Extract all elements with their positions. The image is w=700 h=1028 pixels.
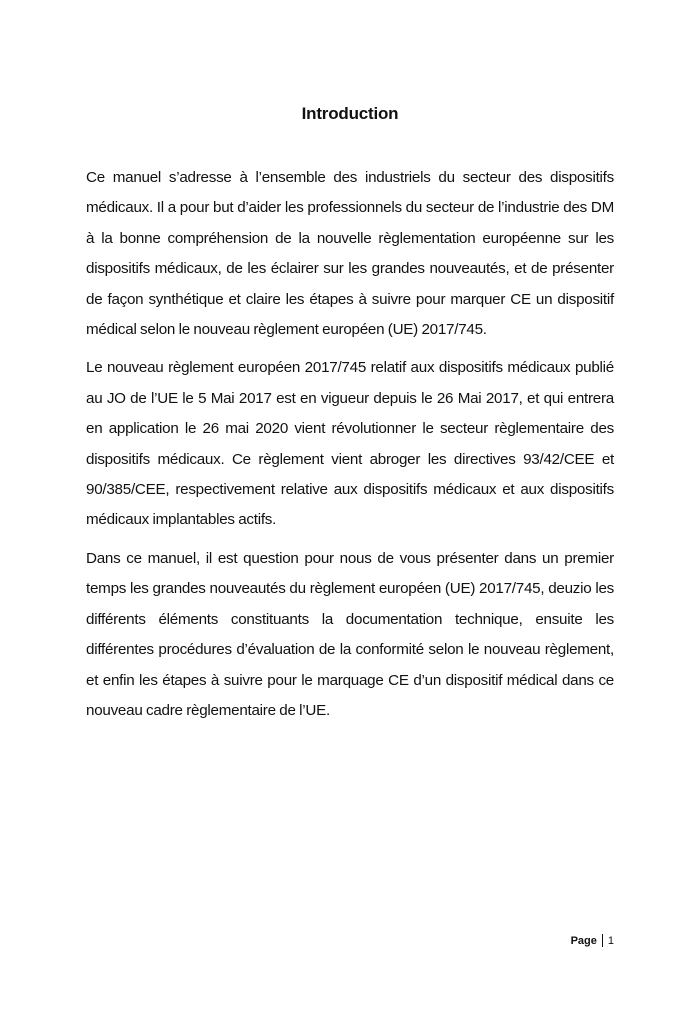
page-number: 1 xyxy=(607,934,614,947)
footer-divider xyxy=(602,934,603,947)
paragraph-3: Dans ce manuel, il est question pour nous de vous présenter dans un premier temps les grandes nouveautés du règlement européen (UE) 2017/745, deuzio les différents éléments constituants la documentation technique, ensuite les différentes procédures d’évaluation de la conformité selon le nouveau règlement, et enfin les étapes à suivre pour le marquage CE d’un dispositif médical dans ce nouveau cadre règlementaire de l’UE. xyxy=(86,549,614,719)
page-label: Page xyxy=(570,934,597,947)
paragraph-1: Ce manuel s’adresse à l’ensemble des industriels du secteur des dispositifs médicaux. Il a pour but d’aider les professionnels du secteur de l’industrie des DM à la bonne compréhension de la nouvelle règlementation européenne sur les dispositifs médicaux, de les éclairer sur les grandes nouveautés, et de présenter de façon synthétique et claire les étapes à suivre pour marquer CE un dispositif médical selon le nouveau règlement européen (UE) 2017/745. xyxy=(86,169,614,339)
body-text xyxy=(86,163,614,734)
page-title: Introduction xyxy=(301,104,399,123)
page-footer xyxy=(571,934,614,947)
paragraph-2: Le nouveau règlement européen 2017/745 relatif aux dispositifs médicaux publié au JO de l’UE le 5 Mai 2017 est en vigueur depuis le 26 Mai 2017, et qui entrera en application le 26 mai 2020 vient révolutionner le secteur règlementaire des dispositifs médicaux. Ce règlement vient abroger les directives 93/42/CEE et 90/385/CEE, respectivement relative aux dispositifs médicaux et aux dispositifs médicaux implantables actifs. xyxy=(86,359,614,529)
